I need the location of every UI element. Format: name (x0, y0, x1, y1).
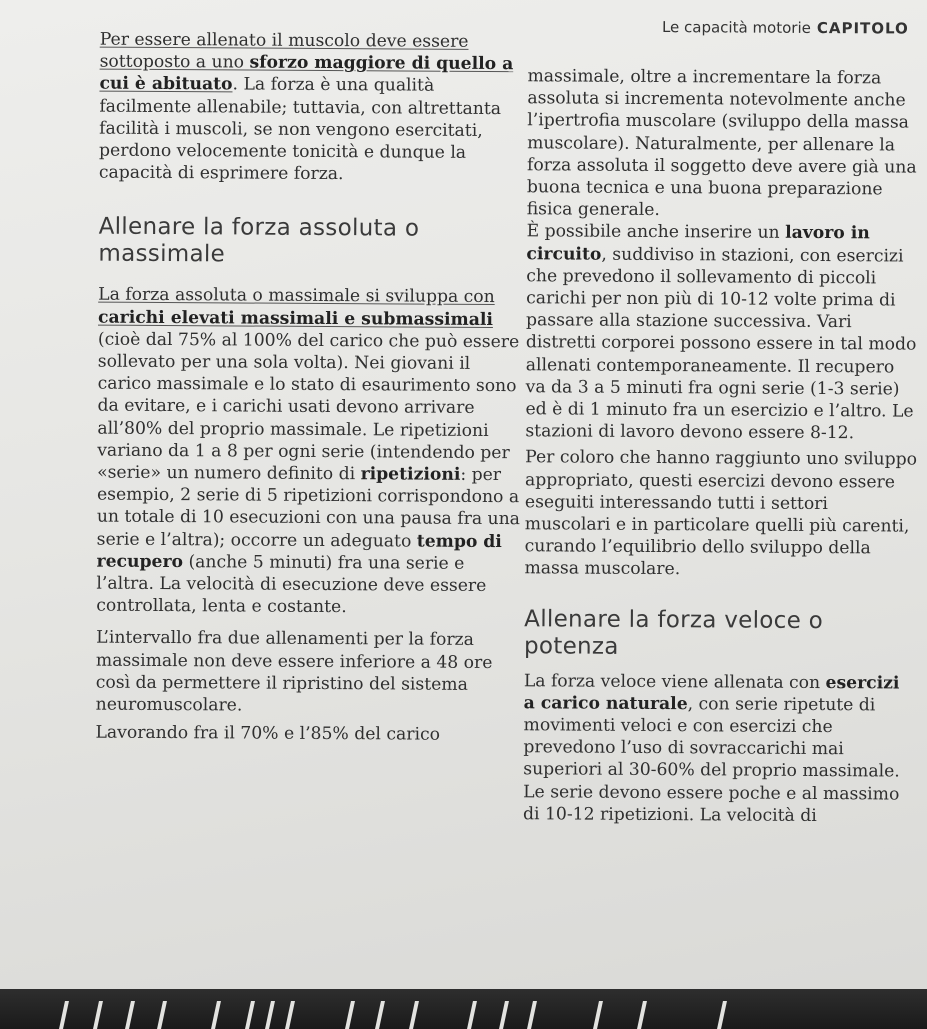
paragraph-forza-veloce (523, 670, 916, 828)
section-heading-forza-assoluta: Allenare la forza assoluta o massimale (98, 214, 420, 268)
edge-mark (211, 1001, 221, 1029)
paragraph-circuito (525, 221, 918, 445)
paragraph-massimale: massimale, oltre a incrementare la forza assoluta si incrementa notevolmente anche l’ipertrofia muscolare (sviluppo della massa muscolare). Naturalmente, per allenare la forza assoluta il soggetto deve avere già una buona tecnica e una buona preparazione fisica generale. (526, 66, 917, 221)
paragraph-forza-assoluta (96, 284, 523, 620)
p1-text-b: (cioè dal 75% al 100% del carico che può essere sollevato per una sola volta). Nei giovani il carico massimale e lo stato di esaurimento sono da evitare, e i carichi usati devono arrivare all’80% del proprio massimale. Le ripetizioni variano da 1 a 8 per ogni serie (intendendo per «serie» un numero definito di (97, 329, 520, 485)
edge-mark (59, 1001, 69, 1029)
edge-mark (499, 1001, 509, 1029)
header-subtitle: Le capacità motorie (661, 18, 811, 37)
p4-emphasis: esercizi a carico naturale (523, 672, 900, 715)
header-chapter: CAPITOLO (816, 18, 909, 38)
edge-mark (265, 1001, 275, 1029)
p1-text-a: La forza assoluta o massimale si sviluppa con (98, 285, 495, 308)
right-column (523, 65, 920, 827)
edge-mark (345, 1001, 355, 1029)
intro-emphasis: sforzo maggiore di quello a cui è abituato (99, 52, 514, 95)
edge-mark (593, 1001, 603, 1029)
p4-text-b: , con serie ripetute di movimenti veloci e con esercizi che prevedono l’uso di sovraccarichi mai superiori al 30-60% del proprio massimale. Le serie devono essere poche e al massimo di 10-12 ripetizioni. La velocità di (522, 694, 900, 826)
intro-text: Per essere allenato il muscolo deve essere sottoposto a uno (99, 29, 469, 73)
edge-mark (157, 1001, 167, 1029)
section-heading-forza-veloce: Allenare la forza veloce o potenza (523, 605, 824, 660)
edge-mark (467, 1001, 477, 1029)
left-column (95, 29, 524, 747)
paragraph-sviluppo: Per coloro che hanno raggiunto uno sviluppo appropriato, questi esercizi devono essere eseguiti interessando tutti i settori muscolari e in particolare quelli più carenti, curando l’equilibrio dello sviluppo della massa muscolare. (524, 447, 918, 580)
edge-mark (285, 1001, 295, 1029)
p1-emphasis: carichi elevati massimali e submassimali (98, 307, 494, 330)
edge-mark (245, 1001, 255, 1029)
page-bottom-edge (0, 989, 927, 1029)
p2-text-b: , suddiviso in stazioni, con esercizi che prevedono il sollevamento di piccoli carichi per non più di 10-12 volte prima di passare alla stazione successiva. Vari distretti corporei possono essere in tal modo allenati contemporaneamente. Il recupero va da 3 a 5 minuti fra ogni serie (1-3 serie) ed è di 1 minuto fra un esercizio e l’altro. Le stazioni di lavoro devono essere 8-12. (525, 244, 917, 444)
edge-mark (409, 1001, 419, 1029)
p4-text-a: La forza veloce viene allenata con (523, 670, 826, 693)
p1-emphasis-recupero: tempo di recupero (96, 531, 502, 572)
edge-mark (637, 1001, 647, 1029)
p2-text-a: È possibile anche inserire un (526, 221, 786, 244)
edge-mark (375, 1001, 385, 1029)
p1-text-d: (anche 5 minuti) fra una serie e l’altra. La velocità di esecuzione deve essere controllata, lenta e costante. (96, 551, 487, 618)
paragraph-intervallo: L’intervallo fra due allenamenti per la forza massimale non deve essere inferiore a 48 ore così da permettere il ripristino del sistema neuromuscolare. (95, 628, 493, 716)
p2-emphasis: lavoro in circuito (526, 223, 870, 265)
p1-text-c: : per esempio, 2 serie di 5 ripetizioni corrispondono a un totale di 10 esecuzioni con una pausa fra una serie e l’altra); occorre un adeguato (96, 464, 521, 552)
edge-mark (93, 1001, 103, 1029)
edge-mark (125, 1001, 135, 1029)
edge-mark (527, 1001, 537, 1029)
p1-emphasis-ripetizioni: ripetizioni (360, 464, 461, 485)
running-header (662, 18, 909, 38)
intro-paragraph (99, 29, 525, 187)
paragraph-lavorando: Lavorando fra il 70% e l’85% del carico (95, 722, 441, 745)
edge-mark (717, 1001, 727, 1029)
intro-text-end: . La forza è una qualità facilmente allenabile; tuttavia, con altrettanta facilità i muscoli, se non vengono esercitati, perdono velocemente tonicità e dunque la capacità di esprimere forza. (98, 74, 502, 185)
